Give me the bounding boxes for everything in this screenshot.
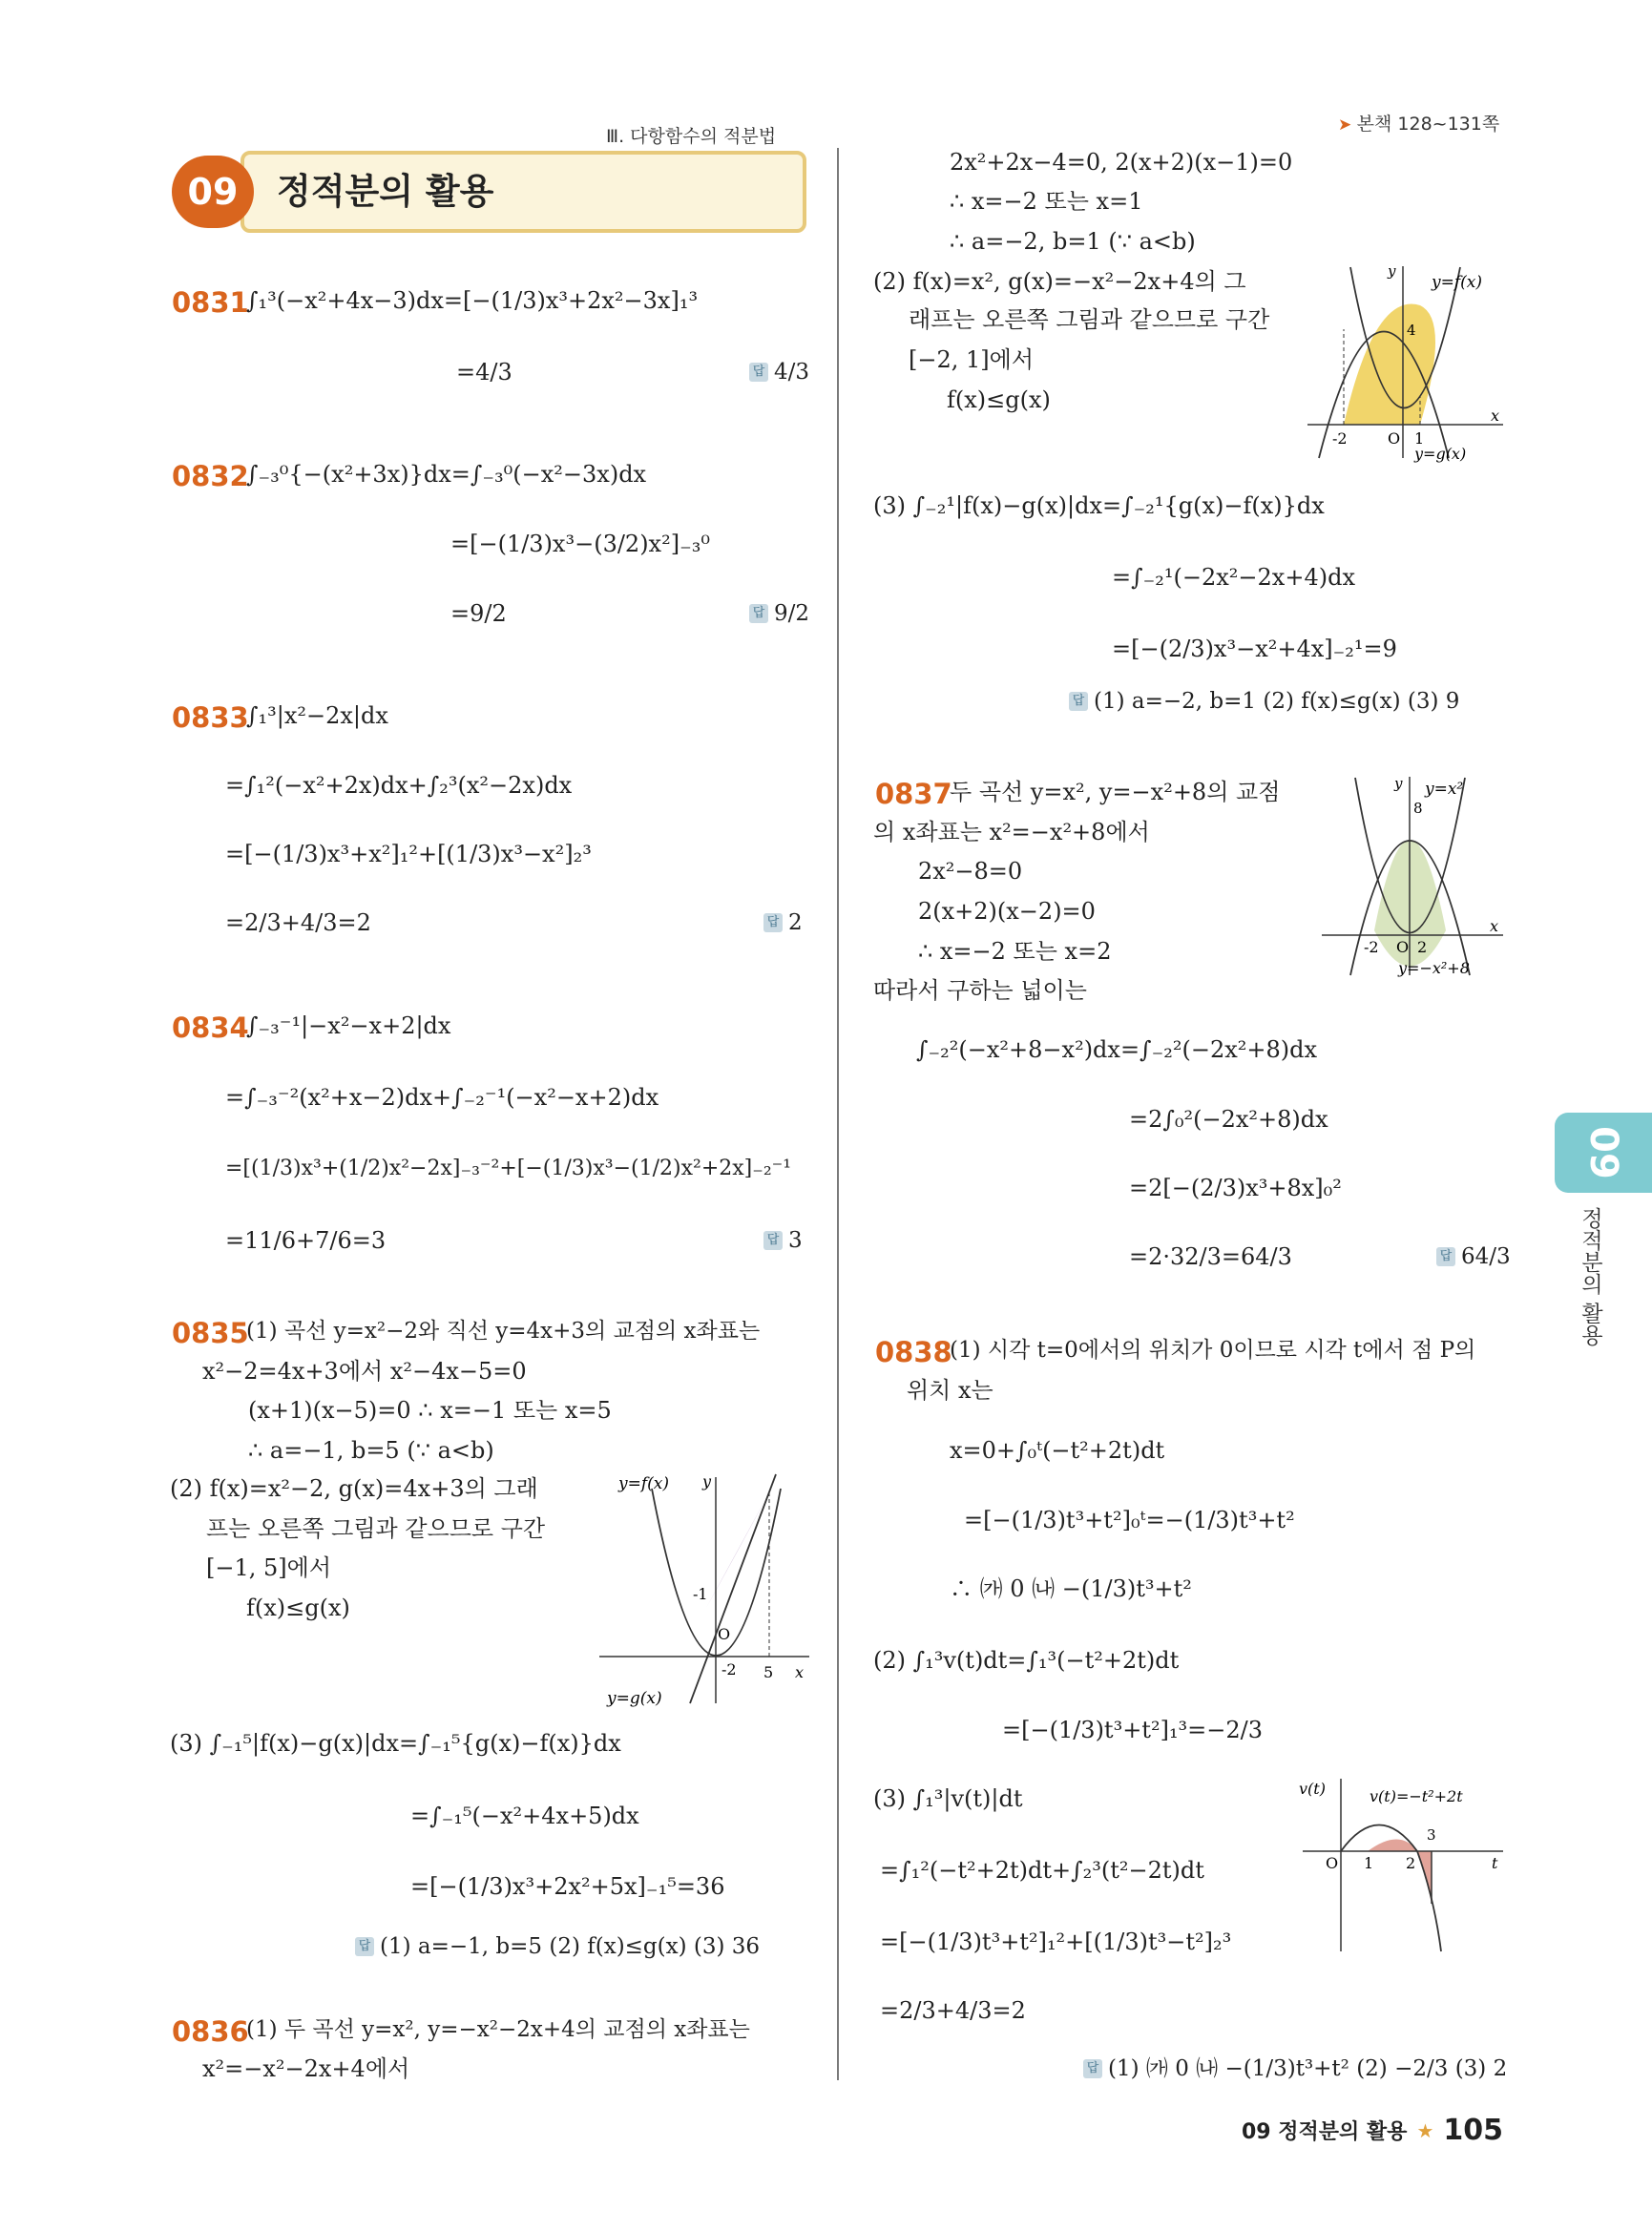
side-tab — [1555, 1113, 1652, 1193]
problem-number: 0832 — [172, 460, 249, 492]
side-tab-label: 정적분의 활용 — [1578, 1207, 1602, 1346]
answer-badge: 답 — [749, 604, 768, 623]
side-tab-number: 09 — [1580, 1126, 1625, 1179]
solution-line: =[−(1/3)t³+t²]₁²+[(1/3)t³−t²]₂³ — [880, 1929, 1232, 1955]
solution-line: (2) f(x)=x²−2, g(x)=4x+3의 그래 — [170, 1475, 538, 1502]
answer-badge: 답 — [763, 913, 783, 932]
answer-badge: 답 — [355, 1937, 374, 1956]
solution-line: (3) ∫₁³|v(t)|dt — [873, 1785, 1023, 1812]
fig-label: 1 — [1414, 429, 1425, 448]
graph-0837 — [1322, 773, 1508, 978]
solution-line: =∫₋₁⁵(−x²+4x+5)dx — [410, 1803, 639, 1829]
solution-line: f(x)≤g(x) — [246, 1595, 350, 1621]
solution-line: =11/6+7/6=3 — [225, 1227, 387, 1254]
answer-badge: 답 — [1436, 1247, 1455, 1266]
solution-line: ∫₋₃⁻¹|−x²−x+2|dx — [246, 1012, 451, 1039]
solution-line: =[−(2/3)x³−x²+4x]₋₂¹=9 — [1112, 636, 1397, 662]
solution-line: (1) 두 곡선 y=x², y=−x²−2x+4의 교점의 x좌표는 — [246, 2017, 750, 2042]
column-divider — [837, 148, 839, 2080]
answer — [749, 358, 809, 386]
star-icon: ★ — [1416, 2118, 1434, 2142]
solution-line: =9/2 — [450, 600, 507, 627]
problem-number: 0838 — [875, 1336, 952, 1368]
fig-label: 4 — [1407, 322, 1416, 339]
problem-number: 0831 — [172, 286, 249, 319]
answer — [763, 908, 803, 937]
fig-label: y=−x²+8 — [1398, 959, 1470, 977]
fig-label: O — [718, 1625, 731, 1643]
footer-chapter: 09 정적분의 활용 — [1241, 2120, 1408, 2144]
solution-line: =∫₋₂¹(−2x²−2x+4)dx — [1112, 564, 1355, 591]
solution-line: =2/3+4/3=2 — [225, 909, 371, 936]
reference-text: 본책 128~131쪽 — [1356, 114, 1500, 135]
answer-badge: 답 — [1069, 692, 1088, 711]
answer-text: 9/2 — [774, 601, 810, 626]
graph-0838 — [1293, 1775, 1508, 1956]
solution-line: x²−2=4x+3에서 x²−4x−5=0 — [202, 1358, 527, 1385]
fig-label: x — [1491, 407, 1500, 425]
solution-line: ∫₋₃⁰{−(x²+3x)}dx=∫₋₃⁰(−x²−3x)dx — [246, 461, 647, 488]
solution-line: 따라서 구하는 넓이는 — [873, 977, 1087, 1004]
solution-line: [−2, 1]에서 — [909, 346, 1035, 373]
solution-line: =2/3+4/3=2 — [880, 1997, 1026, 2024]
footer — [1242, 2114, 1503, 2147]
solution-line: 위치 x는 — [907, 1377, 993, 1404]
solution-line: ∫₁³(−x²+4x−3)dx=[−(1/3)x³+2x²−3x]₁³ — [246, 287, 699, 314]
fig-label: 1 — [1364, 1854, 1374, 1872]
answer-text: 4/3 — [774, 360, 810, 385]
fig-label: y — [1388, 262, 1396, 280]
solution-line: (2) ∫₁³v(t)dt=∫₁³(−t²+2t)dt — [873, 1647, 1180, 1674]
fig-label: O — [1326, 1854, 1339, 1872]
solution-line: ∴ x=−2 또는 x=2 — [918, 938, 1112, 965]
solution-line: 2(x+2)(x−2)=0 — [918, 898, 1096, 925]
answer-badge: 답 — [1083, 2059, 1102, 2078]
fig-label: t — [1492, 1854, 1498, 1872]
answer — [1069, 687, 1459, 716]
answer-badge: 답 — [749, 363, 768, 382]
fig-label: 2 — [1417, 938, 1428, 956]
solution-line: =2·32/3=64/3 — [1129, 1243, 1292, 1270]
fig-label: y=f(x) — [1432, 273, 1482, 292]
solution-line: ∴ a=−1, b=5 (∵ a<b) — [248, 1437, 494, 1464]
solution-line: [−1, 5]에서 — [206, 1554, 332, 1581]
solution-line: =∫₁²(−t²+2t)dt+∫₂³(t²−2t)dt — [880, 1857, 1204, 1884]
solution-line: (1) 시각 t=0에서의 위치가 0이므로 시각 t에서 점 P의 — [950, 1338, 1476, 1363]
fig-label: x — [1490, 917, 1499, 935]
reference-header — [1338, 110, 1499, 136]
solution-line: =∫₁²(−x²+2x)dx+∫₂³(x²−2x)dx — [225, 772, 573, 799]
chapter-header: Ⅲ. 다항함수의 적분법 — [606, 126, 777, 147]
solution-line: =∫₋₃⁻²(x²+x−2)dx+∫₋₂⁻¹(−x²−x+2)dx — [225, 1084, 659, 1111]
solution-line: x=0+∫₀ᵗ(−t²+2t)dt — [950, 1437, 1165, 1464]
fig-label: 8 — [1413, 800, 1423, 817]
answer-text: 2 — [788, 910, 803, 935]
answer-text: (1) a=−2, b=1 (2) f(x)≤g(x) (3) 9 — [1094, 689, 1460, 714]
problem-number: 0834 — [172, 1011, 249, 1044]
problem-number: 0837 — [875, 778, 952, 810]
solution-line: (1) 곡선 y=x²−2와 직선 y=4x+3의 교점의 x좌표는 — [246, 1319, 761, 1344]
answer — [1436, 1242, 1511, 1271]
fig-label: y=g(x) — [607, 1689, 662, 1708]
solution-line: 의 x좌표는 x²=−x²+8에서 — [873, 819, 1150, 845]
answer — [763, 1226, 803, 1255]
solution-line: 2x²−8=0 — [918, 858, 1023, 885]
fig-label: y=g(x) — [1414, 445, 1467, 463]
chevron-right-icon: ➤ — [1338, 115, 1357, 135]
solution-line: =[−(1/3)t³+t²]₁³=−2/3 — [1002, 1717, 1264, 1743]
solution-line: f(x)≤g(x) — [947, 386, 1051, 413]
fig-label: 2 — [1406, 1854, 1416, 1872]
solution-line: (3) ∫₋₁⁵|f(x)−g(x)|dx=∫₋₁⁵{g(x)−f(x)}dx — [170, 1730, 621, 1757]
fig-label: O — [1396, 938, 1410, 956]
solution-line: ∫₋₂²(−x²+8−x²)dx=∫₋₂²(−2x²+8)dx — [916, 1036, 1318, 1063]
solution-line: ∫₁³|x²−2x|dx — [246, 702, 388, 729]
solution-line: ∴ x=−2 또는 x=1 — [950, 188, 1143, 215]
shaded-region — [1344, 304, 1435, 425]
answer-text: 3 — [788, 1228, 803, 1253]
section-number-badge: 09 — [172, 156, 254, 228]
solution-line: (2) f(x)=x², g(x)=−x²−2x+4의 그 — [873, 268, 1246, 295]
solution-line: 두 곡선 y=x², y=−x²+8의 교점 — [950, 779, 1281, 805]
fig-label: -2 — [721, 1660, 737, 1678]
answer — [749, 599, 809, 628]
fig-label: -2 — [1364, 938, 1379, 956]
fig-label: O — [1388, 429, 1401, 448]
solution-line: ∴ ㈎ 0 ㈏ −(1/3)t³+t² — [950, 1575, 1192, 1602]
fig-label: y=f(x) — [618, 1474, 669, 1493]
solution-line: (x+1)(x−5)=0 ∴ x=−1 또는 x=5 — [248, 1397, 612, 1424]
page-number: 105 — [1443, 2114, 1503, 2147]
fig-label: y — [1394, 775, 1403, 792]
section-title: 정적분의 활용 — [277, 171, 494, 212]
solution-line: =[−(1/3)x³+x²]₁²+[(1/3)x³−x²]₂³ — [225, 841, 592, 867]
solution-line: ∴ a=−2, b=1 (∵ a<b) — [950, 228, 1196, 255]
solution-line: =[−(1/3)x³−(3/2)x²]₋₃⁰ — [450, 531, 710, 557]
solution-line: =4/3 — [456, 359, 512, 386]
solution-line: =2∫₀²(−2x²+8)dx — [1129, 1106, 1328, 1133]
solution-line: (3) ∫₋₂¹|f(x)−g(x)|dx=∫₋₂¹{g(x)−f(x)}dx — [873, 492, 1325, 519]
solution-line: =[−(1/3)t³+t²]₀ᵗ=−(1/3)t³+t² — [964, 1507, 1295, 1533]
fig-label: v(t)=−t²+2t — [1370, 1787, 1463, 1805]
graph-0836 — [1307, 262, 1508, 463]
solution-line: x²=−x²−2x+4에서 — [202, 2055, 410, 2082]
fig-label: -1 — [693, 1585, 708, 1603]
solution-line: =[−(1/3)x³+2x²+5x]₋₁⁵=36 — [410, 1873, 725, 1900]
answer-text: (1) a=−1, b=5 (2) f(x)≤g(x) (3) 36 — [380, 1934, 761, 1959]
graph-0835 — [599, 1470, 814, 1708]
solution-line: 래프는 오른쪽 그림과 같으므로 구간 — [909, 306, 1270, 333]
problem-number: 0833 — [172, 701, 249, 734]
solution-line: =2[−(2/3)x³+8x]₀² — [1129, 1175, 1342, 1201]
problem-number: 0835 — [172, 1317, 249, 1349]
answer-text: (1) ㈎ 0 ㈏ −(1/3)t³+t² (2) −2/3 (3) 2 — [1108, 2056, 1508, 2081]
answer — [355, 1932, 760, 1961]
fig-label: -2 — [1332, 429, 1348, 448]
fig-label: 3 — [1427, 1826, 1436, 1844]
problem-number: 0836 — [172, 2015, 249, 2048]
fig-label: y=x² — [1425, 780, 1464, 799]
solution-line: =[(1/3)x³+(1/2)x²−2x]₋₃⁻²+[−(1/3)x³−(1/2)x²+2x]₋₂⁻¹ — [225, 1157, 792, 1180]
solution-line: 프는 오른쪽 그림과 같으므로 구간 — [206, 1515, 546, 1542]
answer-text: 64/3 — [1461, 1244, 1511, 1269]
fig-label: y — [702, 1472, 712, 1491]
answer-badge: 답 — [763, 1231, 783, 1250]
answer — [1083, 2054, 1507, 2083]
fig-label: x — [795, 1663, 805, 1681]
fig-label: v(t) — [1299, 1780, 1326, 1798]
fig-label: 5 — [763, 1663, 774, 1681]
solution-line: 2x²+2x−4=0, 2(x+2)(x−1)=0 — [950, 149, 1293, 176]
